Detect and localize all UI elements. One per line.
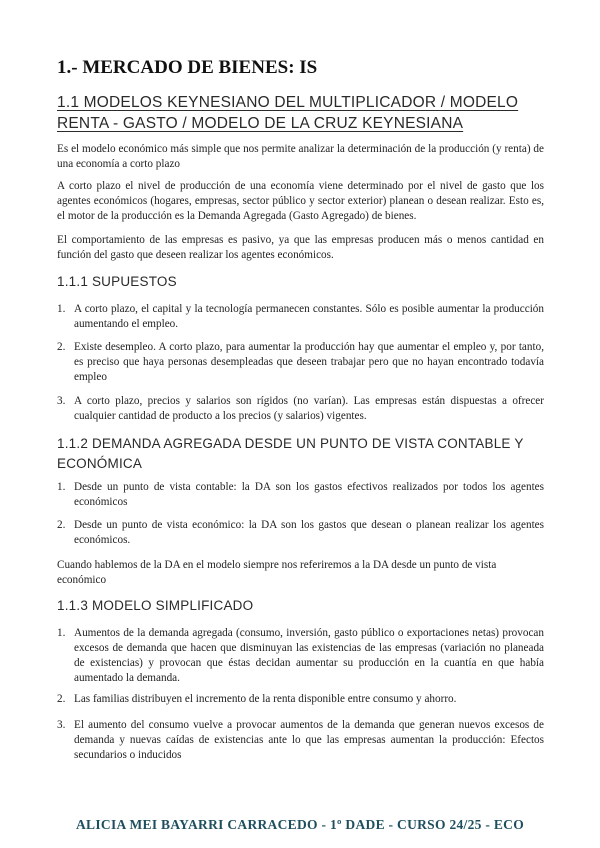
list-number: 2. xyxy=(57,519,66,531)
section-heading-simplificado: 1.1.3 MODELO SIMPLIFICADO xyxy=(57,598,254,613)
section-heading-demanda: 1.1.2 DEMANDA AGREGADA DESDE UN PUNTO DE VISTA CONTABLE Y ECONÓMICA xyxy=(57,436,524,471)
list-number: 3. xyxy=(57,395,66,407)
list-number: 2. xyxy=(57,693,66,705)
demanda-note: Cuando hablemos de la DA en el modelo siempre nos referiremos a la DA desde un punto de vista económico xyxy=(57,559,497,586)
paragraph-2: A corto plazo el nivel de producción de una economía viene determinado por el nivel de gasto que los agentes económicos (hogares, empresas, sector público y sector exterior) planean o desean realizar. Esto es, el motor de la producción es la Demanda Agregada (Gasto Agregado) de bienes. xyxy=(57,180,544,222)
section-heading-1-1: 1.1 MODELOS KEYNESIANO DEL MULTIPLICADOR / MODELO RENTA - GASTO / MODELO DE LA CRUZ KEYNESIANA xyxy=(57,94,519,132)
list-number: 1. xyxy=(57,303,66,315)
page-footer: ALICIA MEI BAYARRI CARRACEDO - 1º DADE - CURSO 24/25 - ECO xyxy=(75,817,525,832)
list-text: Aumentos de la demanda agregada (consumo, inversión, gasto público o exportaciones netas) provocan excesos de demanda que hacen que disminuyan las existencias de las empresas (variación no planeada de existencias) y provocan que éstas decidan aumentar su producción en la cuantía en que había aumentado la demanda. xyxy=(74,627,544,684)
list-text: Desde un punto de vista contable: la DA son los gastos efectivos realizados por todos los agentes económicos xyxy=(74,481,544,508)
paragraph-3: El comportamiento de las empresas es pasivo, ya que las empresas producen más o menos cantidad en función del gasto que deseen realizar los agentes económicos. xyxy=(57,234,544,261)
list-text: A corto plazo, el capital y la tecnología permanecen constantes. Sólo es posible aumentar la producción aumentando el empleo. xyxy=(74,303,544,330)
paragraph-1: Es el modelo económico más simple que nos permite analizar la determinación de la producción (y renta) de una economía a corto plazo xyxy=(57,143,544,170)
list-text: A corto plazo, precios y salarios son rígidos (no varían). Las empresas están dispuestas a ofrecer cualquier cantidad de producto a los precios (y salarios) vigentes. xyxy=(74,395,544,422)
section-heading-supuestos: 1.1.1 SUPUESTOS xyxy=(57,274,177,289)
list-number: 3. xyxy=(57,719,66,731)
list-number: 2. xyxy=(57,341,66,353)
list-text: Desde un punto de vista económico: la DA son los gastos que desean o planean realizar los agentes económicos. xyxy=(74,519,544,546)
list-text: Las familias distribuyen el incremento de la renta disponible entre consumo y ahorro. xyxy=(74,693,457,705)
list-number: 1. xyxy=(57,481,66,493)
list-number: 1. xyxy=(57,627,66,639)
page-title: 1.- MERCADO DE BIENES: IS xyxy=(57,57,318,78)
list-text: El aumento del consumo vuelve a provocar aumentos de la demanda que generan nuevos excesos de demanda y nuevas caídas de existencias ante lo que las empresas aumentan la producción: Efectos secundarios o inducidos xyxy=(74,719,544,761)
list-text: Existe desempleo. A corto plazo, para aumentar la producción hay que aumentar el empleo y, por tanto, es preciso que haya personas desempleadas que deseen trabajar pero que no hayan encontrado todavía empleo xyxy=(74,341,544,383)
